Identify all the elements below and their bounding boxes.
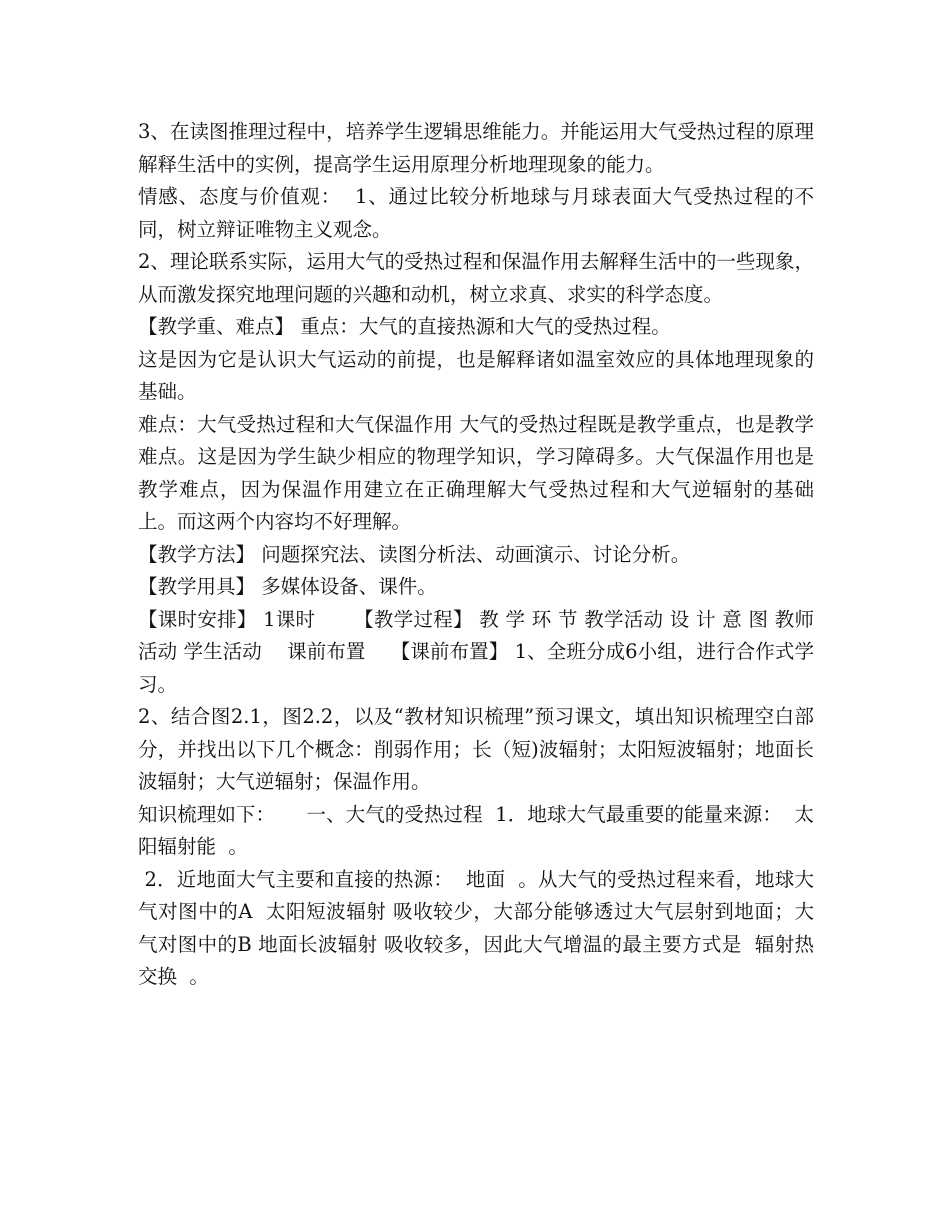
paragraph-objective-3: 3、在读图推理过程中，培养学生逻辑思维能力。并能运用大气受热过程的原理解释生活中的实例，提高学生运用原理分析地理现象的能力。	[138, 120, 814, 176]
paragraph-key-points-reason: 这是因为它是认识大气运动的前提，也是解释诸如温室效应的具体地理现象的基础。	[138, 347, 814, 403]
paragraph-attitude-values: 情感、态度与价值观： 1、通过比较分析地球与月球表面大气受热过程的不同，树立辩证唯物主义观念。	[138, 185, 814, 241]
paragraph-knowledge-2: 2．近地面大气主要和直接的热源： 地面 。从大气的受热过程来看，地球大气对图中的A 太阳短波辐射 吸收较少，大部分能够透过大气层射到地面；大气对图中的B 地面长波辐射 吸收较多，因此大气增温的最主要方式是 辐射热交换 。	[138, 867, 814, 988]
paragraph-attitude-2: 2、理论联系实际，运用大气的受热过程和保温作用去解释生活中的一些现象，从而激发探究地理问题的兴趣和动机，树立求真、求实的科学态度。	[138, 250, 814, 306]
paragraph-key-points: 【教学重、难点】 重点：大气的直接热源和大气的受热过程。	[138, 315, 671, 338]
paragraph-preview-task: 2、结合图2.1，图2.2，以及“教材知识梳理”预习课文，填出知识梳理空白部分，并找出以下几个概念：削弱作用；长（短)波辐射；太阳短波辐射；地面长波辐射；大气逆辐射；保温作用。	[138, 705, 814, 793]
paragraph-knowledge-1: 知识梳理如下： 一、大气的受热过程 1．地球大气最重要的能量来源： 太阳辐射能 。	[138, 802, 814, 858]
document-body	[138, 116, 814, 994]
paragraph-schedule-process: 【课时安排】 1课时 【教学过程】 教 学 环 节 教学活动 设 计 意 图 教师活动 学生活动 课前布置 【课前布置】 1、全班分成6小组，进行合作式学习。	[138, 607, 814, 696]
paragraph-difficulties: 难点：大气受热过程和大气保温作用 大气的受热过程既是教学重点，也是教学难点。这是因为学生缺少相应的物理学知识，学习障碍多。大气保温作用也是教学难点，因为保温作用建立在正确理解大气受热过程和大气逆辐射的基础上。而这两个内容均不好理解。	[138, 412, 814, 533]
paragraph-teaching-methods: 【教学方法】 问题探究法、读图分析法、动画演示、讨论分析。	[138, 542, 691, 566]
paragraph-teaching-tools: 【教学用具】 多媒体设备、课件。	[138, 575, 437, 598]
